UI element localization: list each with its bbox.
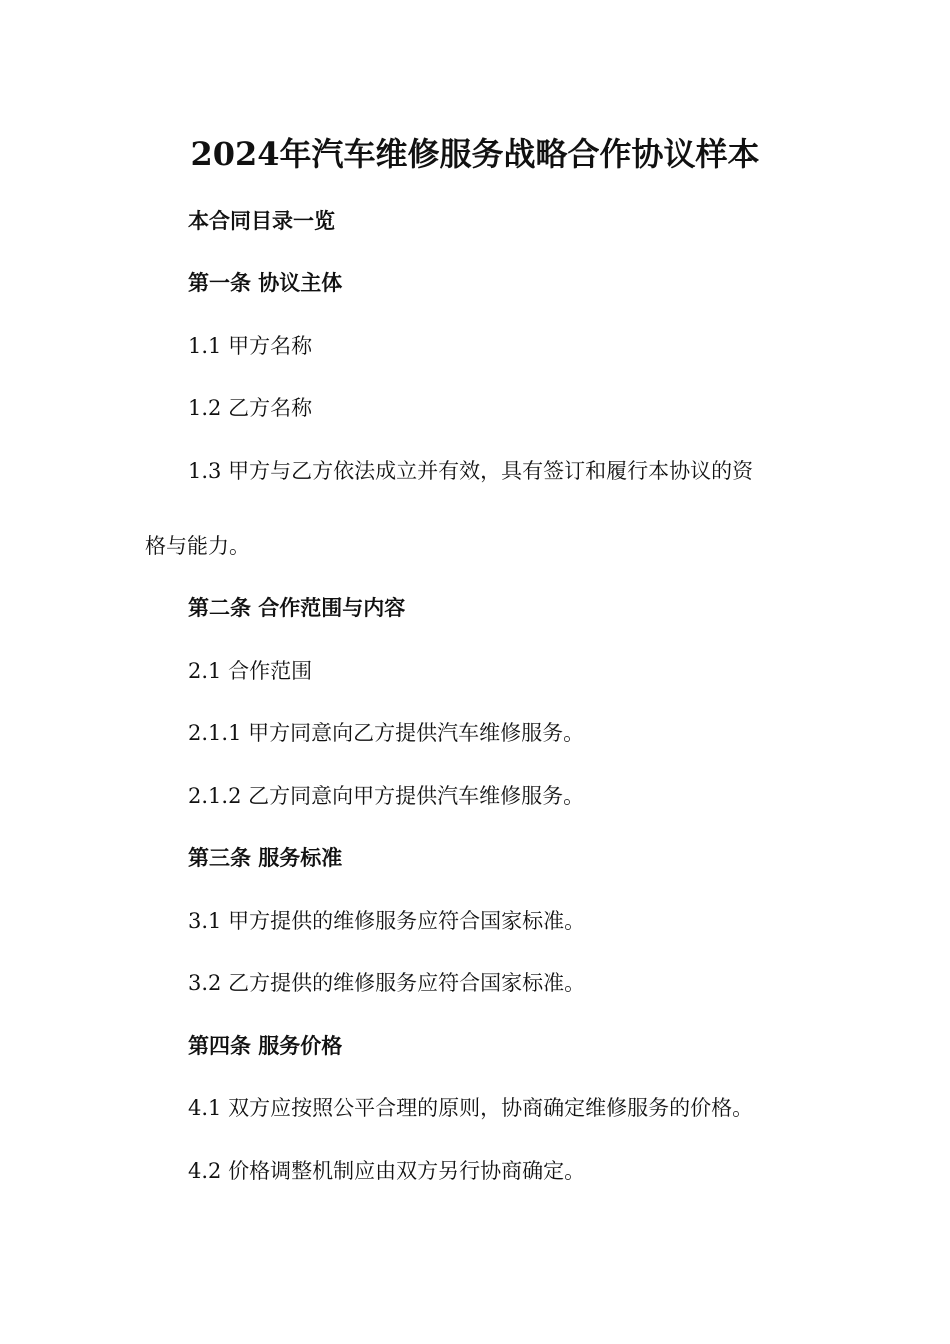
clause-2-1-2: 2.1.2 乙方同意向甲方提供汽车维修服务。 <box>188 784 585 808</box>
clause-4-2: 4.2 价格调整机制应由双方另行协商确定。 <box>188 1159 586 1183</box>
clause-3-2: 3.2 乙方提供的维修服务应符合国家标准。 <box>188 971 586 995</box>
clause-3-1: 3.1 甲方提供的维修服务应符合国家标准。 <box>188 909 586 933</box>
article-4-heading: 第四条 服务价格 <box>188 1033 343 1058</box>
clause-1-3: 1.3 甲方与乙方依法成立并有效，具有签订和履行本协议的资 <box>188 459 754 483</box>
clause-4-1: 4.1 双方应按照公平合理的原则，协商确定维修服务的价格。 <box>188 1096 754 1120</box>
toc-heading: 本合同目录一览 <box>188 208 335 233</box>
article-3-heading: 第三条 服务标准 <box>188 845 343 870</box>
clause-1-3-continued: 格与能力。 <box>145 534 250 558</box>
article-1-heading: 第一条 协议主体 <box>188 270 343 295</box>
clause-2-1: 2.1 合作范围 <box>188 659 313 683</box>
document-title: 2024年汽车维修服务战略合作协议样本 <box>190 135 760 173</box>
clause-2-1-1: 2.1.1 甲方同意向乙方提供汽车维修服务。 <box>188 721 585 745</box>
clause-1-1: 1.1 甲方名称 <box>188 334 313 358</box>
clause-1-2: 1.2 乙方名称 <box>188 396 313 420</box>
article-2-heading: 第二条 合作范围与内容 <box>188 595 406 620</box>
